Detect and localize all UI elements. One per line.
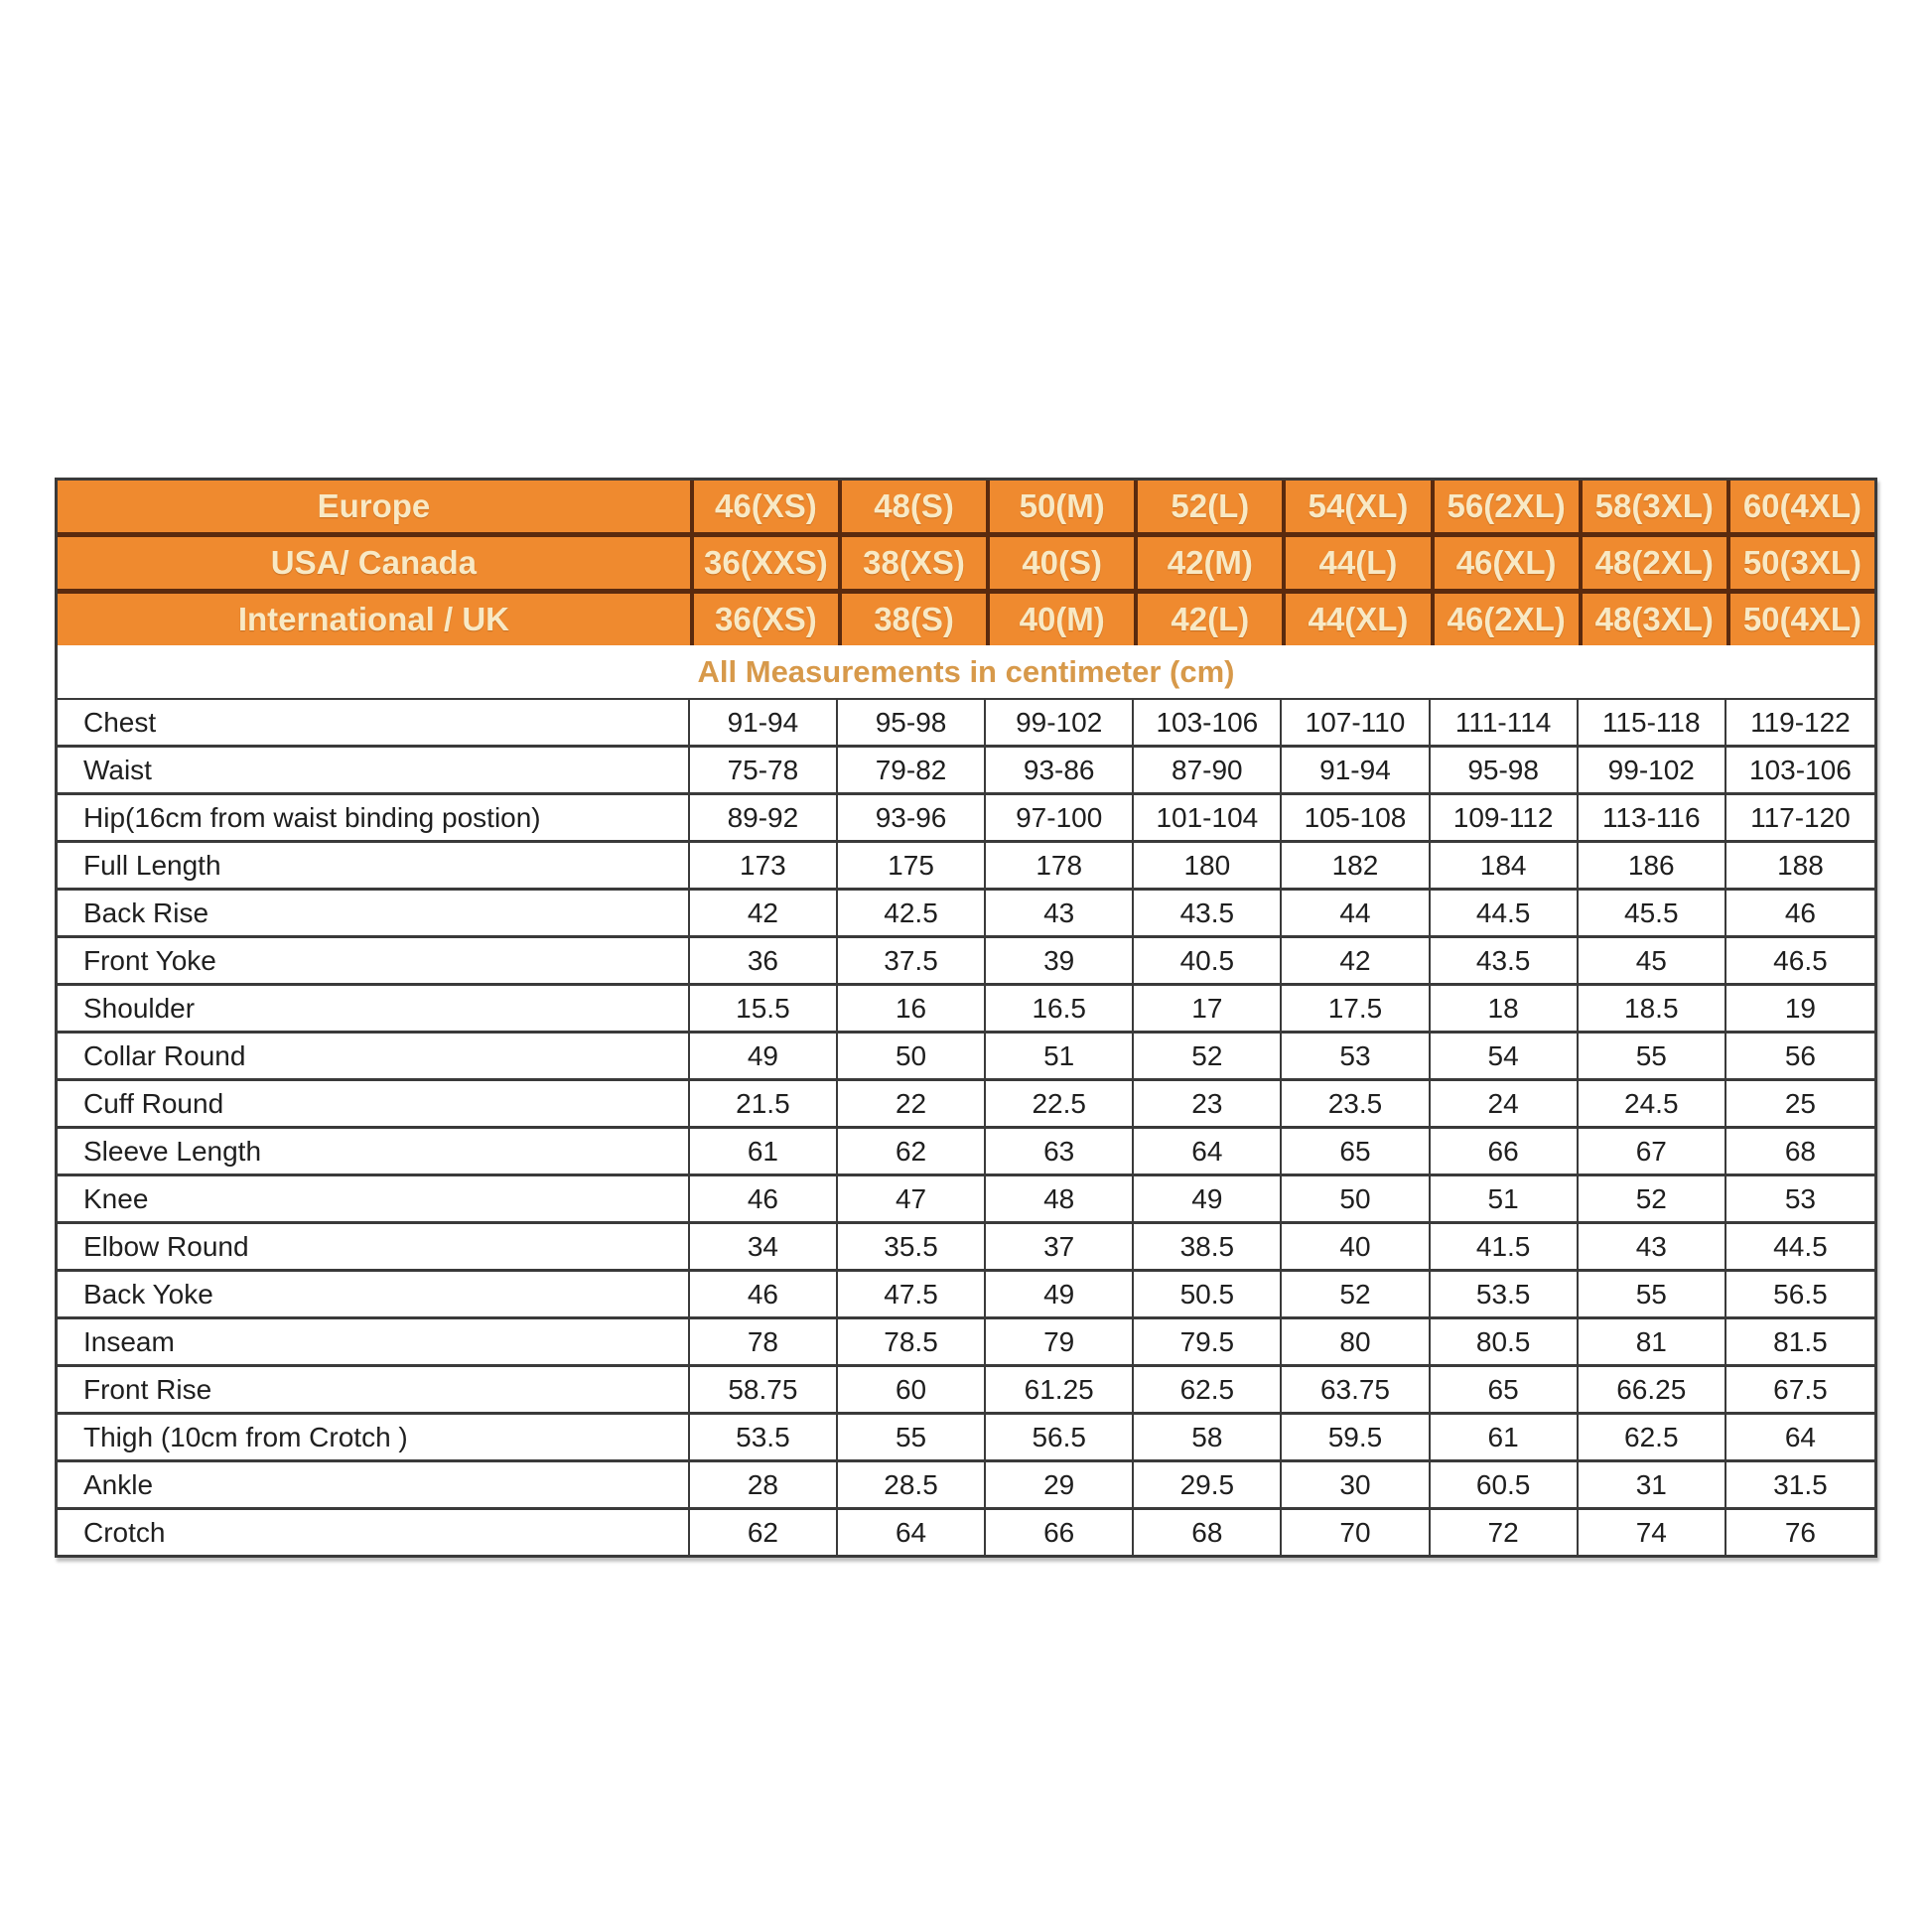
measurement-cell: 46 <box>690 1272 838 1316</box>
measurement-row <box>58 1462 1874 1510</box>
measurement-cell: 29 <box>986 1462 1134 1507</box>
measurement-cell: 103-106 <box>1749 754 1852 785</box>
measurement-cell: 19 <box>1784 992 1816 1024</box>
size-cell: 48(S) <box>842 481 986 532</box>
measurement-cell: 17.5 <box>1282 986 1430 1031</box>
measurement-cell: 39 <box>986 938 1134 983</box>
measurement-row-label: Collar Round <box>58 1034 690 1078</box>
measurement-cell: 22.5 <box>986 1081 1134 1126</box>
measurement-cell: 24 <box>1431 1081 1579 1126</box>
measurement-cell: 22 <box>838 1081 986 1126</box>
measurement-cell: 91-94 <box>1282 748 1430 792</box>
measurement-cell: 38.5 <box>1134 1224 1282 1269</box>
size-header-row <box>58 594 1874 645</box>
measurement-cell: 74 <box>1579 1510 1726 1555</box>
measurement-cell: 55 <box>838 1415 986 1459</box>
size-cell: 42(M) <box>1138 537 1282 589</box>
measurement-cell: 60 <box>838 1367 986 1412</box>
measurement-cell: 78 <box>690 1319 838 1364</box>
measurement-cell: 28 <box>690 1462 838 1507</box>
measurement-row <box>58 1510 1874 1555</box>
size-cell: 52(L) <box>1138 481 1282 532</box>
measurement-cell: 62.5 <box>1579 1415 1726 1459</box>
measurement-cell: 18 <box>1431 986 1579 1031</box>
measurement-cell: 37.5 <box>838 938 986 983</box>
size-header-section <box>58 481 1874 645</box>
measurement-cell: 175 <box>838 843 986 888</box>
measurement-cell: 67.5 <box>1773 1373 1828 1405</box>
measurement-cell: 56.5 <box>1773 1278 1828 1310</box>
measurement-cell: 51 <box>1431 1176 1579 1221</box>
measurement-cell: 49 <box>1134 1176 1282 1221</box>
measurement-cell: 16 <box>838 986 986 1031</box>
measurement-cell: 58 <box>1134 1415 1282 1459</box>
measurement-cell: 63 <box>986 1129 1134 1173</box>
measurement-cell: 80.5 <box>1431 1319 1579 1364</box>
measurement-cell: 40 <box>1282 1224 1430 1269</box>
measurement-cell: 78.5 <box>838 1319 986 1364</box>
measurement-cell: 79-82 <box>838 748 986 792</box>
measurement-cell: 50.5 <box>1134 1272 1282 1316</box>
measurement-row <box>58 1129 1874 1176</box>
size-chart-table <box>55 478 1877 1558</box>
measurement-cell: 41.5 <box>1431 1224 1579 1269</box>
measurement-cell: 43 <box>986 891 1134 935</box>
measurement-cell: 53.5 <box>690 1415 838 1459</box>
measurement-row-label: Cuff Round <box>58 1081 690 1126</box>
measurement-row-label: Inseam <box>58 1319 690 1364</box>
measurement-cell: 52 <box>1134 1034 1282 1078</box>
measurement-cell: 97-100 <box>986 795 1134 840</box>
measurement-cell: 95-98 <box>838 700 986 745</box>
measurement-cell: 93-86 <box>986 748 1134 792</box>
measurement-cell: 109-112 <box>1431 795 1579 840</box>
measurement-cell: 50 <box>838 1034 986 1078</box>
measurement-cell: 37 <box>986 1224 1134 1269</box>
measurement-cell: 42.5 <box>838 891 986 935</box>
measurement-row <box>58 1081 1874 1129</box>
measurement-cell: 63.75 <box>1282 1367 1430 1412</box>
measurement-row <box>58 1272 1874 1319</box>
measurement-cell: 55 <box>1579 1272 1726 1316</box>
measurement-cell: 105-108 <box>1282 795 1430 840</box>
measurement-cell: 45 <box>1579 938 1726 983</box>
measurement-cell: 75-78 <box>690 748 838 792</box>
measurement-row-label: Crotch <box>58 1510 690 1555</box>
measurement-row <box>58 700 1874 748</box>
measurement-cell: 43.5 <box>1431 938 1579 983</box>
measurement-note-row <box>58 645 1874 700</box>
measurement-cell: 44 <box>1282 891 1430 935</box>
measurement-cell: 115-118 <box>1579 700 1726 745</box>
measurement-cell: 29.5 <box>1134 1462 1282 1507</box>
measurement-cell: 61 <box>690 1129 838 1173</box>
size-cell: 44(L) <box>1286 537 1430 589</box>
measurement-cell: 72 <box>1431 1510 1579 1555</box>
measurement-cell: 61.25 <box>986 1367 1134 1412</box>
size-cell: 38(XS) <box>842 537 986 589</box>
size-cell: 58(3XL) <box>1583 481 1726 532</box>
measurement-cell: 18.5 <box>1579 986 1726 1031</box>
measurement-cell: 66.25 <box>1579 1367 1726 1412</box>
measurement-cell: 47.5 <box>838 1272 986 1316</box>
measurement-cell: 25 <box>1784 1087 1816 1119</box>
measurement-cell: 180 <box>1134 843 1282 888</box>
size-system-label: USA/ Canada <box>58 537 690 589</box>
measurement-cell: 52 <box>1282 1272 1430 1316</box>
measurement-cell: 65 <box>1282 1129 1430 1173</box>
size-cell: 42(L) <box>1138 594 1282 645</box>
size-cell: 50(4XL) <box>1730 594 1874 645</box>
measurement-row <box>58 1319 1874 1367</box>
measurement-cell: 48 <box>986 1176 1134 1221</box>
measurement-cell: 178 <box>986 843 1134 888</box>
size-system-label: International / UK <box>58 594 690 645</box>
measurement-cell: 99-102 <box>1579 748 1726 792</box>
measurement-cell: 59.5 <box>1282 1415 1430 1459</box>
measurement-cell: 61 <box>1431 1415 1579 1459</box>
measurement-cell: 50 <box>1282 1176 1430 1221</box>
measurement-cell: 81.5 <box>1773 1325 1828 1357</box>
measurement-cell: 28.5 <box>838 1462 986 1507</box>
measurement-cell: 51 <box>986 1034 1134 1078</box>
measurement-cell: 101-104 <box>1134 795 1282 840</box>
measurement-cell: 53.5 <box>1431 1272 1579 1316</box>
measurement-cell: 56.5 <box>986 1415 1134 1459</box>
measurement-row <box>58 1224 1874 1272</box>
measurement-cell: 182 <box>1282 843 1430 888</box>
measurement-cell: 40.5 <box>1134 938 1282 983</box>
measurement-cell: 44.5 <box>1773 1230 1828 1262</box>
measurement-cell: 52 <box>1579 1176 1726 1221</box>
measurement-row-label: Front Rise <box>58 1367 690 1412</box>
measurement-row-label: Front Yoke <box>58 938 690 983</box>
size-cell: 50(M) <box>990 481 1134 532</box>
measurement-cell: 30 <box>1282 1462 1430 1507</box>
measurement-cell: 65 <box>1431 1367 1579 1412</box>
size-header-row <box>58 537 1874 594</box>
measurement-cell: 35.5 <box>838 1224 986 1269</box>
size-cell: 36(XXS) <box>694 537 838 589</box>
measurement-cell: 99-102 <box>986 700 1134 745</box>
measurement-cell: 95-98 <box>1431 748 1579 792</box>
size-cell: 54(XL) <box>1286 481 1430 532</box>
measurement-cell: 76 <box>1784 1516 1816 1548</box>
measurement-cell: 184 <box>1431 843 1579 888</box>
measurement-cell: 53 <box>1282 1034 1430 1078</box>
measurement-row <box>58 1415 1874 1462</box>
measurement-cell: 80 <box>1282 1319 1430 1364</box>
measurement-row-label: Chest <box>58 700 690 745</box>
measurement-cell: 119-122 <box>1750 706 1851 738</box>
measurement-cell: 16.5 <box>986 986 1134 1031</box>
measurement-cell: 103-106 <box>1134 700 1282 745</box>
size-cell: 56(2XL) <box>1435 481 1579 532</box>
measurement-cell: 68 <box>1134 1510 1282 1555</box>
size-cell: 50(3XL) <box>1730 537 1874 589</box>
measurement-row-label: Hip(16cm from waist binding postion) <box>58 795 690 840</box>
measurement-cell: 36 <box>690 938 838 983</box>
size-cell: 40(S) <box>990 537 1134 589</box>
measurement-row <box>58 843 1874 891</box>
measurement-cell: 23.5 <box>1282 1081 1430 1126</box>
measurement-cell: 188 <box>1777 849 1824 881</box>
measurement-cell: 55 <box>1579 1034 1726 1078</box>
measurement-cell: 17 <box>1134 986 1282 1031</box>
measurement-cell: 46 <box>690 1176 838 1221</box>
measurement-cell: 111-114 <box>1431 700 1579 745</box>
size-cell: 44(XL) <box>1286 594 1430 645</box>
size-cell: 38(S) <box>842 594 986 645</box>
measurement-cell: 64 <box>838 1510 986 1555</box>
size-cell: 40(M) <box>990 594 1134 645</box>
size-system-label: Europe <box>58 481 690 532</box>
measurement-cell: 70 <box>1282 1510 1430 1555</box>
measurement-cell: 31.5 <box>1773 1468 1828 1500</box>
measurement-row-label: Back Rise <box>58 891 690 935</box>
measurement-cell: 67 <box>1579 1129 1726 1173</box>
measurement-cell: 54 <box>1431 1034 1579 1078</box>
measurement-cell: 60.5 <box>1431 1462 1579 1507</box>
measurement-cell: 113-116 <box>1579 795 1726 840</box>
measurement-cell: 23 <box>1134 1081 1282 1126</box>
measurement-cell: 89-92 <box>690 795 838 840</box>
measurement-cell: 15.5 <box>690 986 838 1031</box>
measurement-note-text: All Measurements in centimeter (cm) <box>697 653 1235 689</box>
measurement-cell: 68 <box>1784 1135 1816 1167</box>
measurement-cell: 93-96 <box>838 795 986 840</box>
measurement-cell: 56 <box>1784 1039 1816 1071</box>
measurement-cell: 79 <box>986 1319 1134 1364</box>
size-cell: 46(XS) <box>694 481 838 532</box>
measurement-cell: 62.5 <box>1134 1367 1282 1412</box>
measurement-cell: 186 <box>1579 843 1726 888</box>
measurement-row-label: Full Length <box>58 843 690 888</box>
measurement-row <box>58 1034 1874 1081</box>
measurement-cell: 66 <box>986 1510 1134 1555</box>
measurement-cell: 42 <box>1282 938 1430 983</box>
measurement-cell: 91-94 <box>690 700 838 745</box>
measurement-cell: 53 <box>1784 1182 1816 1214</box>
measurement-cell: 79.5 <box>1134 1319 1282 1364</box>
measurement-row <box>58 748 1874 795</box>
size-cell: 48(3XL) <box>1583 594 1726 645</box>
measurement-cell: 58.75 <box>690 1367 838 1412</box>
size-header-row <box>58 481 1874 537</box>
measurement-cell: 62 <box>690 1510 838 1555</box>
measurement-cell: 45.5 <box>1579 891 1726 935</box>
measurement-row <box>58 891 1874 938</box>
measurement-row-label: Shoulder <box>58 986 690 1031</box>
measurement-cell: 34 <box>690 1224 838 1269</box>
measurement-cell: 66 <box>1431 1129 1579 1173</box>
size-cell: 48(2XL) <box>1583 537 1726 589</box>
measurement-cell: 64 <box>1134 1129 1282 1173</box>
measurement-cell: 42 <box>690 891 838 935</box>
measurement-row-label: Back Yoke <box>58 1272 690 1316</box>
measurement-cell: 43.5 <box>1134 891 1282 935</box>
measurement-cell: 62 <box>838 1129 986 1173</box>
measurement-row-label: Waist <box>58 748 690 792</box>
measurement-row-label: Sleeve Length <box>58 1129 690 1173</box>
measurement-row-label: Ankle <box>58 1462 690 1507</box>
measurement-cell: 117-120 <box>1750 801 1851 833</box>
size-cell: 60(4XL) <box>1730 481 1874 532</box>
measurement-cell: 107-110 <box>1282 700 1430 745</box>
measurement-row <box>58 1367 1874 1415</box>
measurement-cell: 31 <box>1579 1462 1726 1507</box>
measurement-row <box>58 1176 1874 1224</box>
measurement-cell: 81 <box>1579 1319 1726 1364</box>
measurement-cell: 49 <box>986 1272 1134 1316</box>
measurement-row <box>58 986 1874 1034</box>
measurement-cell: 43 <box>1579 1224 1726 1269</box>
measurement-cell: 46 <box>1784 897 1816 928</box>
measurement-cell: 21.5 <box>690 1081 838 1126</box>
measurement-cell: 49 <box>690 1034 838 1078</box>
measurement-row <box>58 938 1874 986</box>
size-cell: 36(XS) <box>694 594 838 645</box>
measurement-row-label: Elbow Round <box>58 1224 690 1269</box>
measurement-cell: 46.5 <box>1773 944 1828 976</box>
measurement-cell: 44.5 <box>1431 891 1579 935</box>
measurement-row-label: Knee <box>58 1176 690 1221</box>
size-cell: 46(2XL) <box>1435 594 1579 645</box>
size-cell: 46(XL) <box>1435 537 1579 589</box>
measurement-cell: 47 <box>838 1176 986 1221</box>
measurement-row-label: Thigh (10cm from Crotch ) <box>58 1415 690 1459</box>
measurement-cell: 87-90 <box>1134 748 1282 792</box>
measurement-cell: 24.5 <box>1579 1081 1726 1126</box>
measurement-section <box>58 700 1874 1555</box>
measurement-cell: 64 <box>1784 1421 1816 1452</box>
measurement-row <box>58 795 1874 843</box>
measurement-cell: 173 <box>690 843 838 888</box>
